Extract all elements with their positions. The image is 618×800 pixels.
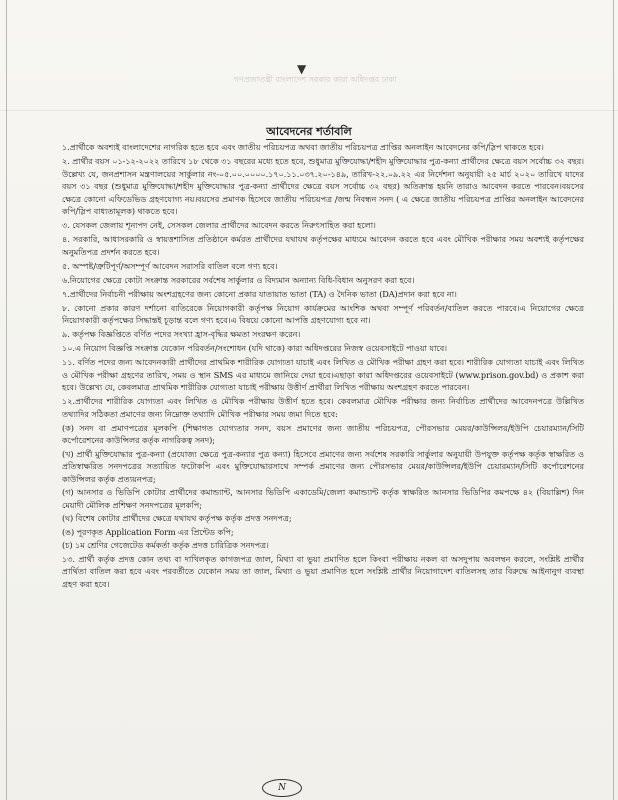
page-edge-left xyxy=(6,0,7,800)
condition-8: ৮. কোনো প্রকার কারণ দর্শানো ব্যতিরেকে নিয়োগকারী কর্তৃপক্ষ নিয়োগ কার্যক্রমের আংশিক অথবা সম্পূর্ণ পরিবর্তন/বাতিল করতে পারবে।এ নিয়োগের ক্ষেত্রে নিয়োগকারী কর্তৃপক্ষের সিদ্ধান্তই চূড়ান্ত বলে গণ্য হবে।এ বিষয়ে কোনো আপত্তি গ্রহণযোগ্য হবে না। xyxy=(62,302,584,325)
header-mark: ▼ xyxy=(297,62,307,76)
condition-9: ৯. কর্তৃপক্ষ বিজ্ঞপ্তিতে বর্ণিত পদের সংখ্যা হ্রাস-বৃদ্ধির ক্ষমতা সংরক্ষণ করেন। xyxy=(62,329,301,339)
document-item-gha: (ঘ) বিশেষ কোটার প্রার্থীদের ক্ষেত্রে যথাযথ কর্তৃপক্ষ কর্তৃক প্রদত্ত সনদপত্র; xyxy=(62,513,292,523)
paper-fold xyxy=(0,110,618,111)
condition-11: ১১. বর্ণিত পদের জন্য আবেদনকারী প্রার্থীদের প্রাথমিক শারীরিক যোগ্যতা যাচাই এবং লিখিত ও মৌখিক পরীক্ষা গ্রহণ করা হবে। শারীরিক যোগ্যতা যাচাই এবং লিখিত ও মৌখিক পরীক্ষা গ্রহণের তারিখ, সময় ও স্থান SMS এর মাধ্যমে জানিয়ে দেয়া হবে।এছাড়া কারা অধিদপ্তরের ওয়েবসাইটে (www.prison.gov.bd) ও প্রকাশ করা হবে। উল্লেখ্য যে, কেবলমাত্র প্রাথমিক শারীরিক যোগ্যতা যাচাই পরীক্ষায় উত্তীর্ণ প্রার্থীরা লিখিত পরীক্ষায় অংশগ্রহণ করতে পারবেন। xyxy=(62,357,584,392)
page-number-mark xyxy=(262,779,302,797)
document-item-kha: (খ) প্রার্থী মুক্তিযোদ্ধার পুত্র-কন্যা (প্রযোজ্য ক্ষেত্রে পুত্র-কন্যার পুত্র কন্যা) হিসেবে প্রমাণের জন্য সর্বশেষ সরকারি সার্কুলার অনুযায়ী উপযুক্ত কর্তৃপক্ষ কর্তৃক স্বাক্ষরিত ও প্রতিস্বাক্ষরিত সনদপত্রের সত্যায়িত ফটোকপি এবং মুক্তিযোদ্ধারসাথে সম্পর্ক প্রমাণের জন্য পৌরসভার মেয়র/কাউন্সিলর/ইউপি চেয়ারম্যান/সিটি কর্পোরেশনের কাউন্সিলর কর্তৃক প্রত্যয়নপত্র; xyxy=(62,448,584,484)
condition-6: ৬.নিয়োগের ক্ষেত্রে কোটা সংক্রান্ত সরকারের সর্বশেষ সার্কুলার ও বিদ্যমান অন্যান্য বিধি-বিধান অনুসরণ করা হবে। xyxy=(62,274,415,285)
condition-10: ১০.এ নিয়োগ বিজ্ঞপ্তি সংক্রান্ত যেকোন পরিবর্তন/সংশোধন (যদি থাকে) কারা অধিদপ্তরের নিজস্ব ওয়েবসাইটে পাওয়া যাবে। xyxy=(62,343,447,353)
document-title xyxy=(0,123,618,142)
condition-3: ৩. যেসকল জেলায় শূন্যপদ নেই, সেসকল জেলার প্রার্থীদের আবেদন করতে নিরুৎসাহিত করা হলো। xyxy=(62,220,376,230)
document-item-cha: (চ) ১ম শ্রেণির গেজেটেড কর্মকর্তা কর্তৃক প্রদত্ত চারিত্রিক সনদপত্র। xyxy=(62,540,269,550)
condition-5: ৫. অস্পষ্ট/ত্রুটিপূর্ণ/অসম্পূর্ণ আবেদন সরাসরি বাতিল বলে গণ্য হবে। xyxy=(62,260,278,271)
faint-letterhead: গণপ্রজাতন্ত্রী বাংলাদেশ সরকার কারা অধিদপ্তর ঢাকা xyxy=(233,75,397,84)
conditions-body xyxy=(62,141,584,592)
condition-12: ১২.প্রার্থীদের শারীরিক যোগ্যতা এবং লিখিত ও মৌখিক পরীক্ষায় উত্তীর্ণ হতে হবে। কেবলমাত্র মৌখিক পরীক্ষার জন্য নির্বাচিত প্রার্থীদের আবেদনপত্রে উল্লিখিত তথ্যাদির সঠিকতা প্রমাণের জন্য নিম্নোক্ত তথ্যাদি মৌখিক পরীক্ষার সময় জমা দিতে হবে: xyxy=(62,396,584,419)
document-item-ga: (গ) আনসার ও ভিডিপি কোটার প্রার্থীদের কমান্ড্যান্ট, আনসার ভিডিপি একাডেমি/জেলা কমান্ড্যান্ট কর্তৃক স্বাক্ষরিত আনসার ভিডিপির কমপক্ষে ৪২ (বিয়াল্লিশ) দিন মেয়াদী মৌলিক প্রশিক্ষণ সনদপত্রের মূলকপি; xyxy=(62,487,584,510)
condition-1: ১.প্রার্থীকে অবশ্যই বাংলাদেশের নাগরিক হতে হবে এবং জাতীয় পরিচয়পত্র অথবা জাতীয় পরিচয়পত্র প্রাপ্তির অনলাইন আবেদনের কপি/স্লিপ থাকতে হবে। xyxy=(62,142,544,152)
page-edge-right xyxy=(613,0,614,800)
condition-2: ২. প্রার্থীর বয়স ০১-১২-২০২২ তারিখে ১৮ থেকে ৩১ বছরের মধ্যে হতে হবে, শুধুমাত্র মুক্তিযোদ্ধা/শহীদ মুক্তিযোদ্ধার পুত্র-কন্যা প্রার্থীদের ক্ষেত্রে বয়স সর্বোচ্চ ৩২ বছর। উল্লেখ্য যে, জনপ্রশাসন মন্ত্রণালয়ের সার্কুলার নং-০৫.০০.০০০০.১৭০.১১.০৩৭.২০-১৪৯, তারিখ-২২.০৯.২২ এর নির্দেশনা অনুযায়ী ২৫ মার্চ ২০২০ তারিখে যাদের বয়স ৩১ বছর (শুধুমাত্র মুক্তিযোদ্ধা/শহীদ মুক্তিযোদ্ধার পুত্র-কন্যা প্রার্থীদের ক্ষেত্রে বয়স সর্বোচ্চ ৩২ বছর) অতিক্রান্ত হয়নি তারাও আবেদন করতে পারবেন।বয়সের ক্ষেত্রে কোনো এফিডেভিড গ্রহণযোগ্য নয়।বয়সের প্রমাণক হিসেবে জাতীয় পরিচয়পত্র /জন্ম নিবন্ধন সনদ ( এ ক্ষেত্রে জাতীয় পরিচয়পত্র প্রাপ্তির অনলাইন আবেদনের কপি/স্লিপ বাধ্যতামূলক) থাকতে হবে। xyxy=(62,156,584,216)
page-number-text: N xyxy=(278,783,286,793)
condition-4: ৪. সরকারি, আধাসরকারি ও স্বায়ত্তশাসিত প্রতিষ্ঠানে কর্মরত প্রার্থীদের যথাযথ কর্তৃপক্ষের মাধ্যমে আবেদন করতে হবে এবং মৌখিক পরীক্ষার সময় অবশ্যই কর্তৃপক্ষের অনুমতিপত্র প্রদর্শন করতে হবে। xyxy=(62,234,584,257)
condition-13: ১৩. প্রার্থী কর্তৃক প্রদত্ত কোন তথ্য বা দাখিলকৃত কাগজপত্র জাল, মিথ্যা বা ভুয়া প্রমাণিত হলে কিংবা পরীক্ষায় নকল বা অসদুপায় অবলম্বন করলে, সংশ্লিষ্ট প্রার্থীর প্রার্থিতা বাতিল করা হবে এবং পরবর্তীতে যেকোন সময় তা জাল, মিথ্যা ও ভুয়া প্রমাণিত হলে সংশ্লিষ্ট প্রার্থীর নিয়োগাদেশ বাতিলসহ তার বিরুদ্ধে আইনানুগ ব্যবস্থা গ্রহণ করা হবে। xyxy=(62,553,584,589)
document-item-ka: (ক) সনদ বা প্রমাণপত্রের মূলকপি (শিক্ষাগত যোগ্যতার সনদ, বয়স প্রমাণের জন্য জাতীয় পরিচয়পত্র, পৌরসভার মেয়র/কাউন্সিলর/ইউপি চেয়ারম্যান/সিটি কর্পোরেশনের কাউন্সিলর কর্তৃক নাগরিকত্ব সনদ); xyxy=(62,422,584,445)
document-item-umo: (ঙ) পূরণকৃত Application Form এর প্রিন্টেড কপি; xyxy=(62,526,234,537)
title-text: আবেদনের শর্তাবলি xyxy=(266,125,352,138)
condition-7: ৭.প্রার্থীদের নির্বাচনী পরীক্ষায় অংশগ্রহণের জন্য কোনো প্রকার যাতায়াত ভাতা (TA) ও দৈনিক ভাতা (DA)প্রদান করা হবে না। xyxy=(62,288,457,299)
